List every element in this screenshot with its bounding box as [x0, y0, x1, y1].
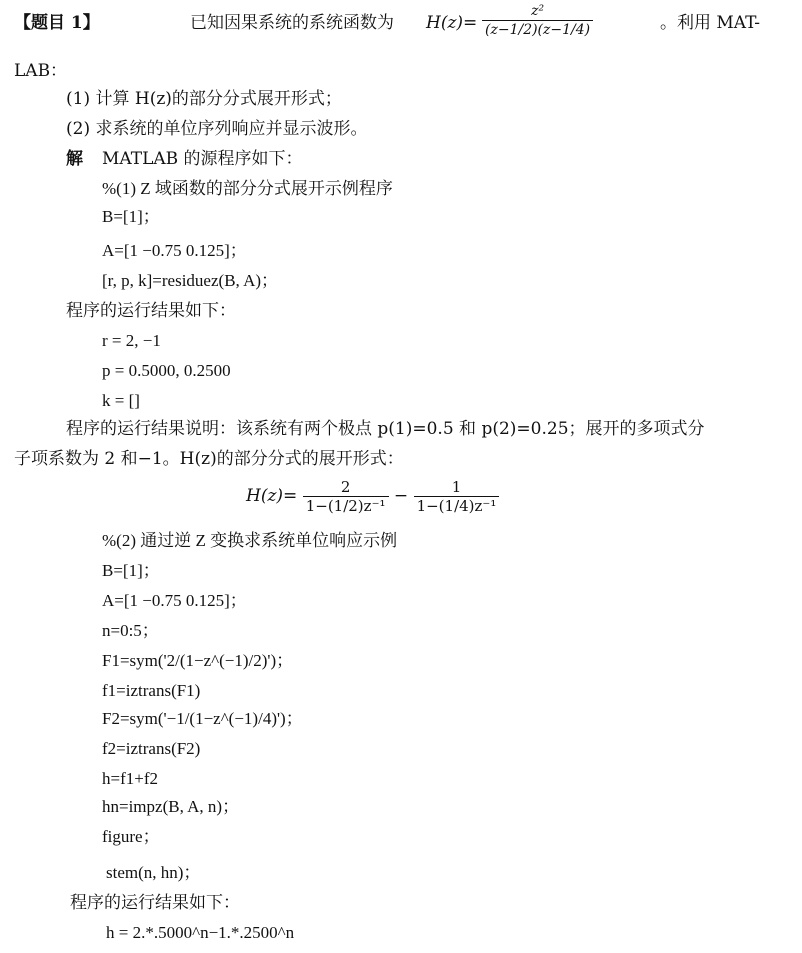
- code-line-a: A=[1 −0.75 0.125]；: [102, 241, 247, 260]
- equation-operator: −: [393, 486, 409, 506]
- code2-line-n: n=0:5；: [102, 621, 159, 640]
- code2-line-f2: F2=sym('−1/(1−z^(−1)/4)')；: [102, 709, 303, 728]
- code2-line-iztrans1: f1=iztrans(F1): [102, 681, 201, 700]
- explanation-line-2: 子项系数为 2 和−1。H(z)的部分分式的展开形式：: [14, 449, 404, 469]
- result-heading-1: 程序的运行结果如下：: [66, 301, 236, 321]
- code2-line-iztrans2: f2=iztrans(F2): [102, 739, 201, 758]
- code-comment-1: %(1) Z 域函数的部分分式展开示例程序: [102, 179, 393, 198]
- equation-denominator-1: 1−(1/2)z⁻¹: [305, 497, 386, 515]
- result-k: k = []: [102, 391, 140, 410]
- code2-line-a: A=[1 −0.75 0.125]；: [102, 591, 247, 610]
- result-r: r = 2, −1: [102, 331, 161, 350]
- result-heading-2: 程序的运行结果如下：: [70, 893, 240, 913]
- code-line-residuez: [r, p, k]=residuez(B, A)；: [102, 271, 279, 290]
- problem-tail-cont: LAB：: [14, 61, 68, 81]
- code2-line-figure: figure；: [102, 827, 160, 846]
- solution-mark: 解: [66, 149, 83, 169]
- final-result: h = 2.*.5000^n−1.*.2500^n: [106, 923, 295, 942]
- problem-label: 【题目 1】: [14, 13, 100, 33]
- question-2: (2) 求系统的单位序列响应并显示波形。: [66, 119, 368, 139]
- problem-fraction: [482, 2, 593, 39]
- code2-line-impz: hn=impz(B, A, n)；: [102, 797, 240, 816]
- code2-line-h: h=f1+f2: [102, 769, 158, 788]
- problem-numerator: z²: [482, 2, 593, 21]
- code2-line-f1: F1=sym('2/(1−z^(−1)/2)')；: [102, 651, 294, 670]
- problem-tail: 。利用 MAT-: [660, 13, 761, 33]
- equation-lhs: H(z)=: [246, 486, 298, 506]
- equation-numerator-2: 1: [414, 478, 500, 497]
- code-line-b: B=[1]；: [102, 207, 160, 226]
- code2-line-stem: stem(n, hn)；: [106, 863, 201, 882]
- equation-denominator-2: 1−(1/4)z⁻¹: [416, 497, 497, 515]
- problem-denominator: (z−1/2)(z−1/4): [485, 22, 591, 38]
- explanation-line-1: 程序的运行结果说明：该系统有两个极点 p(1)=0.5 和 p(2)=0.25；展开的多项式分: [66, 419, 705, 439]
- problem-hz: H(z)=: [426, 13, 478, 33]
- result-p: p = 0.5000, 0.2500: [102, 361, 231, 380]
- partial-fraction-equation: [246, 478, 499, 515]
- problem-intro: 已知因果系统的系统函数为: [190, 13, 394, 33]
- solution-intro: MATLAB 的源程序如下：: [102, 149, 303, 169]
- question-1: (1) 计算 H(z)的部分分式展开形式；: [66, 89, 342, 109]
- code2-line-b: B=[1]；: [102, 561, 160, 580]
- equation-numerator-1: 2: [303, 478, 389, 497]
- code-comment-2: %(2) 通过逆 Z 变换求系统单位响应示例: [102, 531, 398, 550]
